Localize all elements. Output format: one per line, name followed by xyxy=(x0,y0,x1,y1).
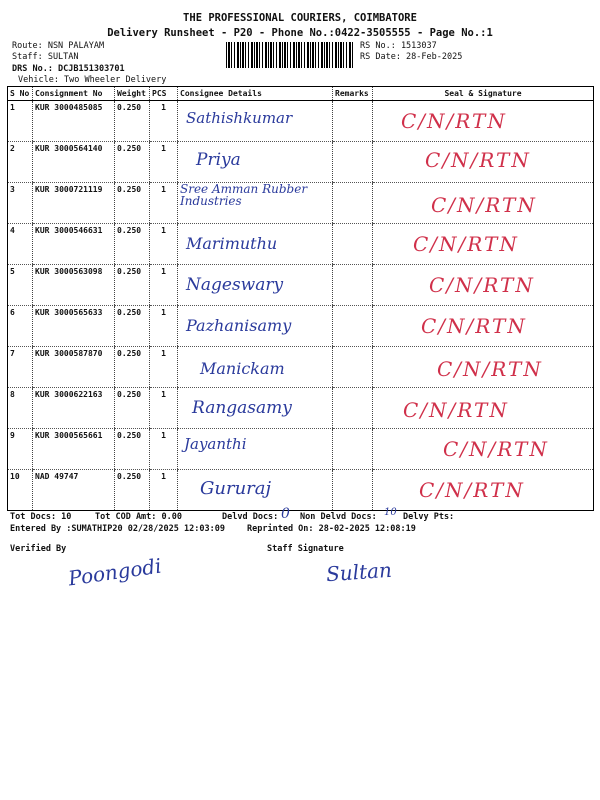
sno-cell: 3 xyxy=(8,183,33,224)
consignee-handwriting: Nageswary xyxy=(186,275,284,295)
seal-handwriting: C/N/RTN xyxy=(413,232,519,256)
consignee-handwriting: Priya xyxy=(196,150,241,170)
seal-signature-cell xyxy=(373,142,594,183)
consignee-handwriting: Gururaj xyxy=(200,478,272,499)
pcs-cell: 1 xyxy=(150,429,178,470)
total-cod-amount: Tot COD Amt: 0.00 xyxy=(95,512,182,522)
seal-handwriting: C/N/RTN xyxy=(401,109,507,133)
delivery-points-label: Delvy Pts: xyxy=(403,512,455,522)
delivered-docs-label: Delvd Docs: xyxy=(222,512,279,522)
consignee-cell xyxy=(178,142,333,183)
remarks-cell xyxy=(333,265,373,306)
seal-handwriting: C/N/RTN xyxy=(425,148,531,172)
remarks-cell xyxy=(333,470,373,511)
table-row xyxy=(8,388,594,429)
sno-cell: 5 xyxy=(8,265,33,306)
weight-cell: 0.250 xyxy=(115,224,150,265)
table-row xyxy=(8,265,594,306)
consignment-number-cell: KUR 3000587870 xyxy=(33,347,115,388)
company-title: THE PROFESSIONAL COURIERS, COIMBATORE xyxy=(183,12,417,24)
sno-cell: 1 xyxy=(8,101,33,142)
sno-cell: 6 xyxy=(8,306,33,347)
weight-cell: 0.250 xyxy=(115,429,150,470)
staff-signature-label: Staff Signature xyxy=(267,544,344,554)
rs-date: RS Date: 28-Feb-2025 xyxy=(360,52,463,62)
consignment-number-cell: KUR 3000485085 xyxy=(33,101,115,142)
consignee-cell xyxy=(178,224,333,265)
consignee-cell xyxy=(178,183,333,224)
consignee-handwriting: Sathishkumar xyxy=(186,109,293,127)
col-header-seal: Seal & Signature xyxy=(373,87,594,101)
seal-handwriting: C/N/RTN xyxy=(403,398,509,422)
non-delivered-docs-label: Non Delvd Docs: xyxy=(300,512,377,522)
consignee-cell xyxy=(178,388,333,429)
seal-signature-cell xyxy=(373,347,594,388)
consignment-number-cell: KUR 3000622163 xyxy=(33,388,115,429)
sno-cell: 8 xyxy=(8,388,33,429)
consignee-handwriting: Pazhanisamy xyxy=(186,316,292,335)
consignee-cell xyxy=(178,429,333,470)
consignee-cell xyxy=(178,265,333,306)
consignee-handwriting: Sree Amman Rubber Industries xyxy=(180,182,308,208)
consignment-number-cell: KUR 3000565633 xyxy=(33,306,115,347)
remarks-cell xyxy=(333,347,373,388)
pcs-cell: 1 xyxy=(150,306,178,347)
consignee-cell xyxy=(178,470,333,511)
consignee-handwriting: Marimuthu xyxy=(186,234,278,253)
runsheet-table xyxy=(7,86,594,511)
seal-handwriting: C/N/RTN xyxy=(419,478,525,502)
weight-cell: 0.250 xyxy=(115,470,150,511)
pcs-cell: 1 xyxy=(150,142,178,183)
reprinted-on: Reprinted On: 28-02-2025 12:08:19 xyxy=(247,524,416,534)
table-row xyxy=(8,142,594,183)
entered-by: Entered By :SUMATHIP20 02/28/2025 12:03:09 xyxy=(10,524,225,534)
remarks-cell xyxy=(333,306,373,347)
delivered-docs-value: 0 xyxy=(281,506,290,522)
weight-cell: 0.250 xyxy=(115,142,150,183)
consignee-handwriting: Jayanthi xyxy=(184,435,247,453)
seal-signature-cell xyxy=(373,183,594,224)
total-docs: Tot Docs: 10 xyxy=(10,512,72,522)
sno-cell: 9 xyxy=(8,429,33,470)
weight-cell: 0.250 xyxy=(115,265,150,306)
sno-cell: 4 xyxy=(8,224,33,265)
consignment-number-cell: KUR 3000721119 xyxy=(33,183,115,224)
col-header-consignee: Consignee Details xyxy=(178,87,333,101)
vehicle-label: Vehicle: Two Wheeler Delivery xyxy=(18,75,167,85)
staff-signature: Sultan xyxy=(325,557,393,587)
remarks-cell xyxy=(333,224,373,265)
verified-by-label: Verified By xyxy=(10,544,67,554)
consignment-number-cell: KUR 3000563098 xyxy=(33,265,115,306)
pcs-cell: 1 xyxy=(150,470,178,511)
consignee-cell xyxy=(178,306,333,347)
seal-signature-cell xyxy=(373,101,594,142)
table-row xyxy=(8,429,594,470)
pcs-cell: 1 xyxy=(150,183,178,224)
col-header-consignment: Consignment No xyxy=(33,87,115,101)
pcs-cell: 1 xyxy=(150,388,178,429)
staff-label: Staff: SULTAN xyxy=(12,52,79,62)
seal-signature-cell xyxy=(373,429,594,470)
consignment-number-cell: KUR 3000564140 xyxy=(33,142,115,183)
weight-cell: 0.250 xyxy=(115,183,150,224)
table-row xyxy=(8,101,594,142)
table-row xyxy=(8,183,594,224)
runsheet-subtitle: Delivery Runsheet - P20 - Phone No.:0422-3505555 - Page No.:1 xyxy=(107,27,493,39)
weight-cell: 0.250 xyxy=(115,306,150,347)
consignee-cell xyxy=(178,347,333,388)
table-row xyxy=(8,470,594,511)
table-row xyxy=(8,306,594,347)
remarks-cell xyxy=(333,101,373,142)
remarks-cell xyxy=(333,142,373,183)
weight-cell: 0.250 xyxy=(115,347,150,388)
sno-cell: 2 xyxy=(8,142,33,183)
table-header-row xyxy=(8,87,594,101)
seal-signature-cell xyxy=(373,265,594,306)
sno-cell: 10 xyxy=(8,470,33,511)
pcs-cell: 1 xyxy=(150,224,178,265)
seal-signature-cell xyxy=(373,306,594,347)
col-header-weight: Weight xyxy=(115,87,150,101)
consignment-number-cell: KUR 3000546631 xyxy=(33,224,115,265)
seal-signature-cell xyxy=(373,388,594,429)
drs-number: DRS No.: DCJB151303701 xyxy=(12,64,125,74)
col-header-sno: S No xyxy=(8,87,33,101)
weight-cell: 0.250 xyxy=(115,101,150,142)
table-row xyxy=(8,224,594,265)
weight-cell: 0.250 xyxy=(115,388,150,429)
consignee-cell xyxy=(178,101,333,142)
pcs-cell: 1 xyxy=(150,101,178,142)
consignee-handwriting: Manickam xyxy=(200,359,285,378)
pcs-cell: 1 xyxy=(150,265,178,306)
consignment-number-cell: NAD 49747 xyxy=(33,470,115,511)
seal-handwriting: C/N/RTN xyxy=(431,193,537,217)
route-label: Route: NSN PALAYAM xyxy=(12,41,105,51)
seal-handwriting: C/N/RTN xyxy=(429,273,535,297)
sno-cell: 7 xyxy=(8,347,33,388)
barcode-image xyxy=(226,42,354,68)
non-delivered-docs-value: 10 xyxy=(384,507,397,518)
col-header-remarks: Remarks xyxy=(333,87,373,101)
seal-handwriting: C/N/RTN xyxy=(443,437,549,461)
verifier-signature: Poongodi xyxy=(66,553,163,591)
seal-signature-cell xyxy=(373,224,594,265)
consignment-number-cell: KUR 3000565661 xyxy=(33,429,115,470)
pcs-cell: 1 xyxy=(150,347,178,388)
remarks-cell xyxy=(333,183,373,224)
rs-number: RS No.: 1513037 xyxy=(360,41,437,51)
consignee-handwriting: Rangasamy xyxy=(192,398,292,418)
seal-handwriting: C/N/RTN xyxy=(421,314,527,338)
remarks-cell xyxy=(333,388,373,429)
remarks-cell xyxy=(333,429,373,470)
table-row xyxy=(8,347,594,388)
col-header-pcs: PCS xyxy=(150,87,178,101)
seal-signature-cell xyxy=(373,470,594,511)
seal-handwriting: C/N/RTN xyxy=(437,357,543,381)
